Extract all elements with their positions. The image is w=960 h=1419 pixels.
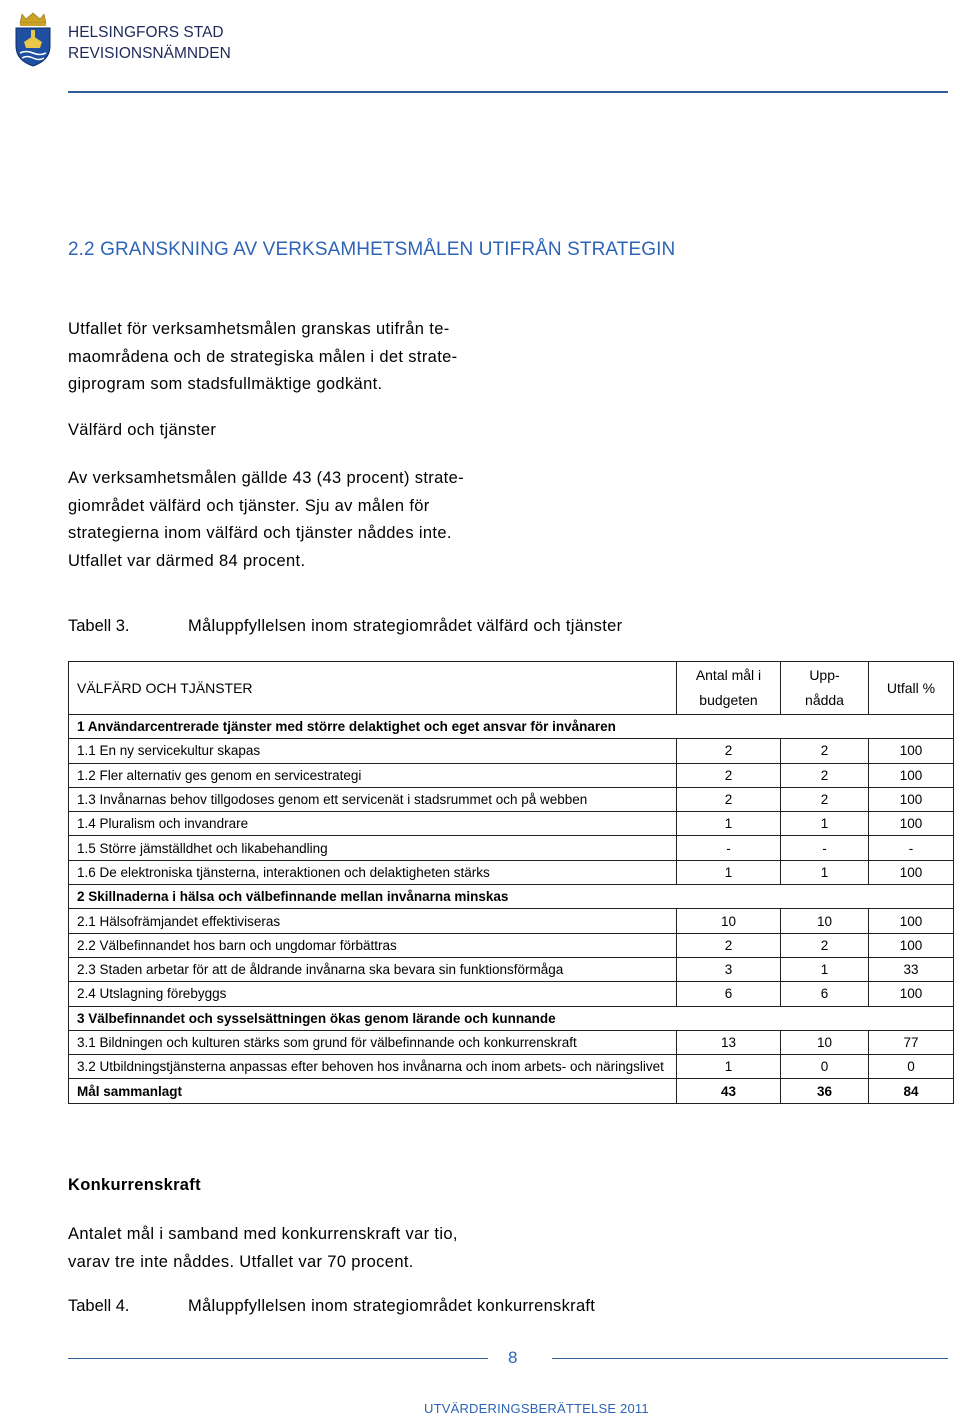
table-row [69,909,954,933]
table-row [69,836,954,860]
cell-outcome: 100 [869,982,954,1006]
table-row [69,957,954,981]
header-divider [68,91,948,93]
row-label: 1.5 Större jämställdhet och likabehandling [69,836,677,860]
footer-rule-left [68,1358,488,1359]
welfare-paragraph [68,465,464,575]
cell-outcome: 100 [869,812,954,836]
cell-goals: 2 [677,787,781,811]
row-label: 2.4 Utslagning förebyggs [69,982,677,1006]
table-4-number: Tabell 4. [68,1297,130,1315]
table-row [69,739,954,763]
cell-goals: 1 [677,812,781,836]
cell-achieved: 10 [781,1030,869,1054]
cell-outcome: 77 [869,1030,954,1054]
cell-goals: 1 [677,1055,781,1079]
cell-achieved: 6 [781,982,869,1006]
cell-achieved: 2 [781,933,869,957]
cell-achieved: 36 [781,1079,869,1103]
cell-outcome: 100 [869,739,954,763]
row-label: 1 Användarcentrerade tjänster med större delaktighet och eget ansvar för invånaren [69,715,954,739]
table-row [69,1055,954,1079]
cell-goals: 1 [677,860,781,884]
cell-goals: 43 [677,1079,781,1103]
welfare-line: Utfallet var därmed 84 procent. [68,551,306,570]
row-label: Mål sammanlagt [69,1079,677,1103]
cell-outcome: 100 [869,860,954,884]
org-name: HELSINGFORS STAD [68,24,224,41]
table-row [69,933,954,957]
intro-line: Utfallet för verksamhetsmålen granskas utifrån te- [68,320,450,338]
row-label: 3 Välbefinnandet och sysselsättningen ökas genom lärande och kunnande [69,1006,954,1030]
row-label: 2.3 Staden arbetar för att de åldrande invånarna ska bevara sin funktionsförmåga [69,957,677,981]
cell-achieved: 1 [781,957,869,981]
table-header-row [69,662,954,715]
cell-achieved: 1 [781,860,869,884]
competitiveness-line: Antalet mål i samband med konkurrenskraft var tio, [68,1225,458,1243]
row-label: 1.4 Pluralism och invandrare [69,812,677,836]
cell-outcome: 84 [869,1079,954,1103]
table-row-group [69,885,954,909]
table-4-caption: Måluppfyllelsen inom strategiområdet konkurrenskraft [188,1297,596,1315]
col-header-outcome: Utfall % [869,662,954,715]
cell-achieved: 0 [781,1055,869,1079]
competitiveness-paragraph [68,1220,458,1276]
cell-outcome: 100 [869,763,954,787]
organization-header [68,22,231,64]
competitiveness-heading: Konkurrenskraft [68,1176,201,1194]
footer-rule-right [552,1358,948,1359]
page-number: 8 [508,1348,518,1367]
welfare-line: strategierna inom välfärd och tjänster nåddes inte. [68,524,452,542]
table-row [69,763,954,787]
table-total-row [69,1079,954,1103]
table-row-group [69,1006,954,1030]
table-title: VÄLFÄRD OCH TJÄNSTER [69,662,677,715]
cell-outcome: - [869,836,954,860]
intro-line: maområdena och de strategiska målen i det strate- [68,347,458,366]
cell-outcome: 33 [869,957,954,981]
cell-achieved: 2 [781,739,869,763]
col-header-achieved: Upp- nådda [781,662,869,715]
cell-achieved: 2 [781,787,869,811]
footer-title: UTVÄRDERINGSBERÄTTELSE 2011 [424,1401,649,1416]
row-label: 1.2 Fler alternativ ges genom en servicestrategi [69,763,677,787]
cell-goals: 2 [677,739,781,763]
intro-paragraph [68,316,458,399]
row-label: 2 Skillnaderna i hälsa och välbefinnande mellan invånarna minskas [69,885,954,909]
cell-achieved: 2 [781,763,869,787]
cell-achieved: - [781,836,869,860]
cell-goals: 6 [677,982,781,1006]
table-row [69,860,954,884]
helsinki-crest-icon [12,12,54,68]
row-label: 2.2 Välbefinnandet hos barn och ungdomar förbättras [69,933,677,957]
cell-outcome: 100 [869,909,954,933]
cell-goals: - [677,836,781,860]
table-row-group [69,715,954,739]
cell-goals: 2 [677,763,781,787]
cell-outcome: 0 [869,1055,954,1079]
cell-goals: 10 [677,909,781,933]
welfare-line: giområdet välfärd och tjänster. Sju av målen för [68,496,430,515]
intro-line: giprogram som stadsfullmäktige godkänt. [68,375,383,393]
competitiveness-line: varav tre inte nåddes. Utfallet var 70 procent. [68,1253,414,1271]
welfare-goals-table [68,661,954,1104]
table-row [69,812,954,836]
row-label: 3.1 Bildningen och kulturen stärks som grund för välbefinnande och konkurrenskraft [69,1030,677,1054]
table-3-number: Tabell 3. [68,617,130,635]
row-label: 1.1 En ny servicekultur skapas [69,739,677,763]
org-department: REVISIONSNÄMNDEN [68,45,231,62]
table-row [69,1030,954,1054]
welfare-heading: Välfärd och tjänster [68,421,217,439]
table-row [69,982,954,1006]
row-label: 2.1 Hälsofrämjandet effektiviseras [69,909,677,933]
cell-goals: 13 [677,1030,781,1054]
cell-goals: 3 [677,957,781,981]
row-label: 3.2 Utbildningstjänsterna anpassas efter behoven hos invånarna och inom arbets- och näringslivet [69,1055,677,1079]
cell-achieved: 1 [781,812,869,836]
table-3-caption: Måluppfyllelsen inom strategiområdet välfärd och tjänster [188,617,623,635]
cell-outcome: 100 [869,787,954,811]
row-label: 1.6 De elektroniska tjänsterna, interaktionen och delaktigheten stärks [69,860,677,884]
welfare-line: Av verksamhetsmålen gällde 43 (43 procent) strate- [68,469,464,487]
col-header-budget-goals: Antal mål i budgeten [677,662,781,715]
cell-goals: 2 [677,933,781,957]
table-row [69,787,954,811]
section-title: 2.2 GRANSKNING AV VERKSAMHETSMÅLEN UTIFRÅN STRATEGIN [68,239,676,260]
cell-achieved: 10 [781,909,869,933]
row-label: 1.3 Invånarnas behov tillgodoses genom ett servicenät i stadsrummet och på webben [69,787,677,811]
cell-outcome: 100 [869,933,954,957]
